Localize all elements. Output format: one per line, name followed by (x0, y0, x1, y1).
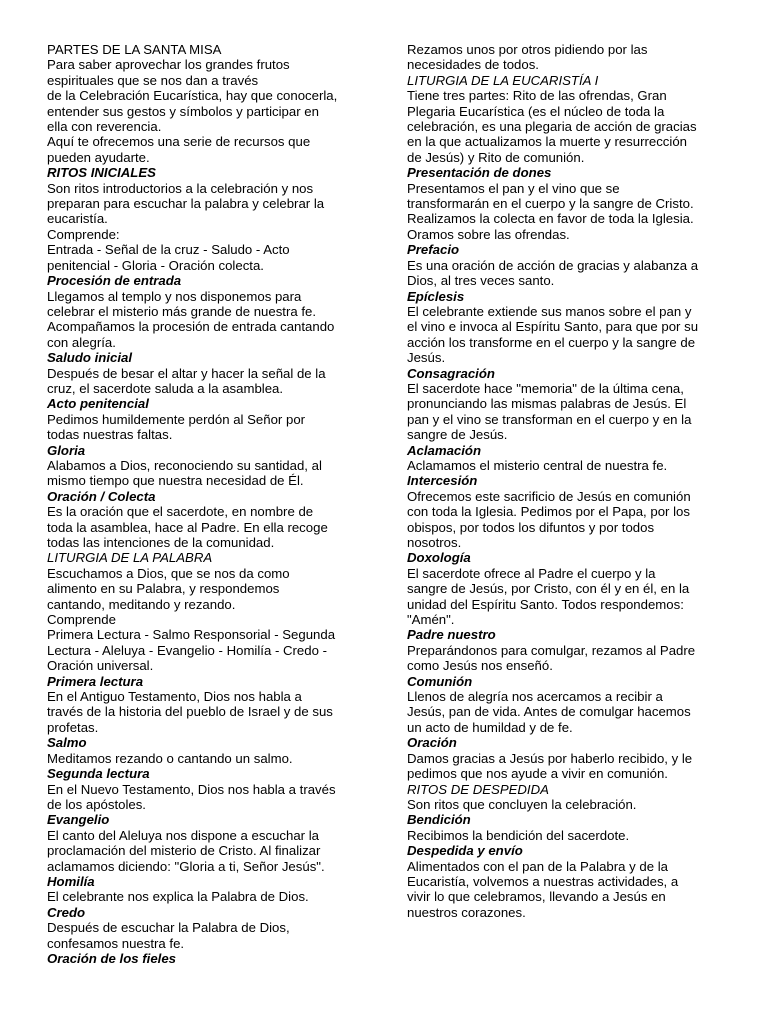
section-heading-comunion: Comunión (407, 673, 473, 689)
section-heading-oracion-de-los-fieles: Oración de los fieles (47, 950, 176, 966)
paragraph: Alabamos a Dios, reconociendo su santidad, al mismo tiempo que nuestra necesidad de Él. (47, 457, 322, 489)
paragraph: Después de besar el altar y hacer la señal de la cruz, el sacerdote saluda a la asamblea. (47, 365, 326, 396)
paragraph: El sacerdote ofrece al Padre el cuerpo y la sangre de Jesús, por Cristo, con él y en él, en la unidad del Espíritu Santo. Todos respondemos: "Amén". (407, 565, 690, 628)
paragraph: Pedimos humildemente perdón al Señor por todas nuestras faltas. (47, 411, 306, 443)
section-heading-bendicion: Bendición (407, 812, 471, 828)
part-heading-ritos-de-despedida: RITOS DE DESPEDIDA (407, 781, 549, 797)
section-heading-procesion-de-entrada: Procesión de entrada (47, 273, 182, 289)
section-heading-gloria: Gloria (47, 442, 86, 458)
paragraph: El sacerdote hace "memoria" de la última cena, pronunciando las mismas palabras de Jesús. El pan y el vino se transforman en el cuerpo y en la sangre de Jesús. (407, 380, 692, 443)
paragraph: Escuchamos a Dios, que se nos da como alimento en su Palabra, y respondemos cantando, meditando y rezando. Comprende Primera Lectura - Salmo Responsorial - Segunda Lectura - Aleluya - Evangelio - Homilía - Credo - Oración universal. (47, 565, 336, 674)
section-heading-oracion: Oración (407, 735, 457, 751)
section-heading-salmo: Salmo (47, 735, 87, 751)
paragraph: Son ritos que concluyen la celebración. (407, 796, 637, 812)
paragraph: Después de escuchar la Palabra de Dios, confesamos nuestra fe. (47, 920, 290, 951)
paragraph: En el Antiguo Testamento, Dios nos habla a través de la historia del pueblo de Israel y de sus profetas. (47, 689, 333, 735)
paragraph: Es una oración de acción de gracias y alabanza a Dios, al tres veces santo. (407, 257, 699, 289)
section-heading-intercesion: Intercesión (407, 473, 478, 489)
section-heading-doxologia: Doxología (407, 550, 471, 566)
section-heading-oracion-colecta: Oración / Colecta (47, 488, 156, 504)
section-heading-credo: Credo (47, 904, 86, 920)
section-heading-ritos-iniciales: RITOS INICIALES (47, 165, 156, 181)
section-heading-homilia: Homilía (47, 873, 95, 889)
paragraph: En el Nuevo Testamento, Dios nos habla a través de los apóstoles. (47, 781, 336, 812)
paragraph: Aclamamos el misterio central de nuestra fe. (407, 457, 668, 473)
paragraph: Ofrecemos este sacrificio de Jesús en comunión con toda la Iglesia. Pedimos por el Papa, por los obispos, por todos los difuntos y por todos nosotros. (407, 488, 691, 550)
paragraph: Recibimos la bendición del sacerdote. (407, 827, 630, 843)
paragraph: Meditamos rezando o cantando un salmo. (47, 750, 293, 766)
section-heading-segunda-lectura: Segunda lectura (47, 766, 150, 782)
section-heading-epiclesis: Epíclesis (407, 288, 465, 304)
paragraph: Llenos de alegría nos acercamos a recibir a Jesús, pan de vida. Antes de comulgar hacemos un acto de humildad y de fe. (407, 689, 691, 735)
paragraph: Preparándonos para comulgar, rezamos al Padre como Jesús nos enseñó. (407, 642, 696, 674)
section-heading-prefacio: Prefacio (407, 242, 460, 258)
section-heading-consagracion: Consagración (407, 365, 495, 381)
document-title: PARTES DE LA SANTA MISA (47, 42, 222, 57)
section-heading-evangelio: Evangelio (47, 812, 110, 828)
paragraph: Llegamos al templo y nos disponemos para celebrar el misterio más grande de nuestra fe. Acompañamos la procesión de entrada cantando con alegría. (47, 288, 335, 350)
paragraph: El canto del Aleluya nos dispone a escuchar la proclamación del misterio de Cristo. Al finalizar aclamamos diciendo: "Gloria a ti, Señor Jesús". (47, 827, 325, 874)
paragraph: Es la oración que el sacerdote, en nombre de toda la asamblea, hace al Padre. En ella recoge todas las intenciones de la comunidad. (47, 504, 328, 550)
part-heading-liturgia-de-la-palabra: LITURGIA DE LA PALABRA (47, 550, 213, 566)
paragraph: Tiene tres partes: Rito de las ofrendas, Gran Plegaria Eucarística (es el núcleo de toda la celebración, es una plegaria de acción de gracias en la que actualizamos la muerte y resurrección de Jesús) y Rito de comunión. (407, 88, 697, 165)
paragraph: Son ritos introductorios a la celebración y nos preparan para escuchar la palabra y celebrar la eucaristía. Comprende: Entrada - Señal de la cruz - Saludo - Acto penitencial - Gloria - Oración colecta. (47, 180, 325, 273)
paragraph: El celebrante extiende sus manos sobre el pan y el vino e invoca al Espíritu Santo, para que por su acción los transforme en el cuerpo y la sangre de Jesús. (407, 303, 699, 366)
section-heading-presentacion-de-dones: Presentación de dones (407, 165, 552, 181)
section-heading-saludo-inicial: Saludo inicial (47, 350, 133, 366)
section-heading-primera-lectura: Primera lectura (47, 673, 144, 689)
paragraph: Presentamos el pan y el vino que se transformarán en el cuerpo y la sangre de Cristo. Realizamos la colecta en favor de toda la Iglesia. Oramos sobre las ofrendas. (407, 180, 694, 242)
section-heading-acto-penitencial: Acto penitencial (47, 396, 149, 412)
paragraph: Para saber aprovechar los grandes frutos espirituales que se nos dan a través de la Celebración Eucarística, hay que conocerla, entender sus gestos y símbolos y participar en ella con reverencia. Aquí te ofrecemos una serie de recursos que pueden ayudarte. (47, 57, 338, 165)
paragraph: Alimentados con el pan de la Palabra y de la Eucaristía, volvemos a nuestras actividades, a vivir lo que celebramos, llevando a Jesús en nuestros corazones. (407, 858, 679, 920)
section-heading-aclamacion: Aclamación (407, 442, 482, 458)
left-column (47, 42, 365, 966)
section-heading-despedida-y-envio: Despedida y envío (407, 843, 523, 859)
paragraph: Rezamos unos por otros pidiendo por las necesidades de todos. (407, 42, 648, 73)
paragraph: El celebrante nos explica la Palabra de Dios. (47, 889, 309, 905)
part-heading-liturgia-de-la-eucaristia-i: LITURGIA DE LA EUCARISTÍA I (407, 72, 599, 88)
section-heading-padre-nuestro: Padre nuestro (407, 627, 496, 643)
paragraph: Damos gracias a Jesús por haberlo recibido, y le pedimos que nos ayude a vivir en comunión. (407, 750, 693, 782)
right-column (407, 42, 725, 920)
